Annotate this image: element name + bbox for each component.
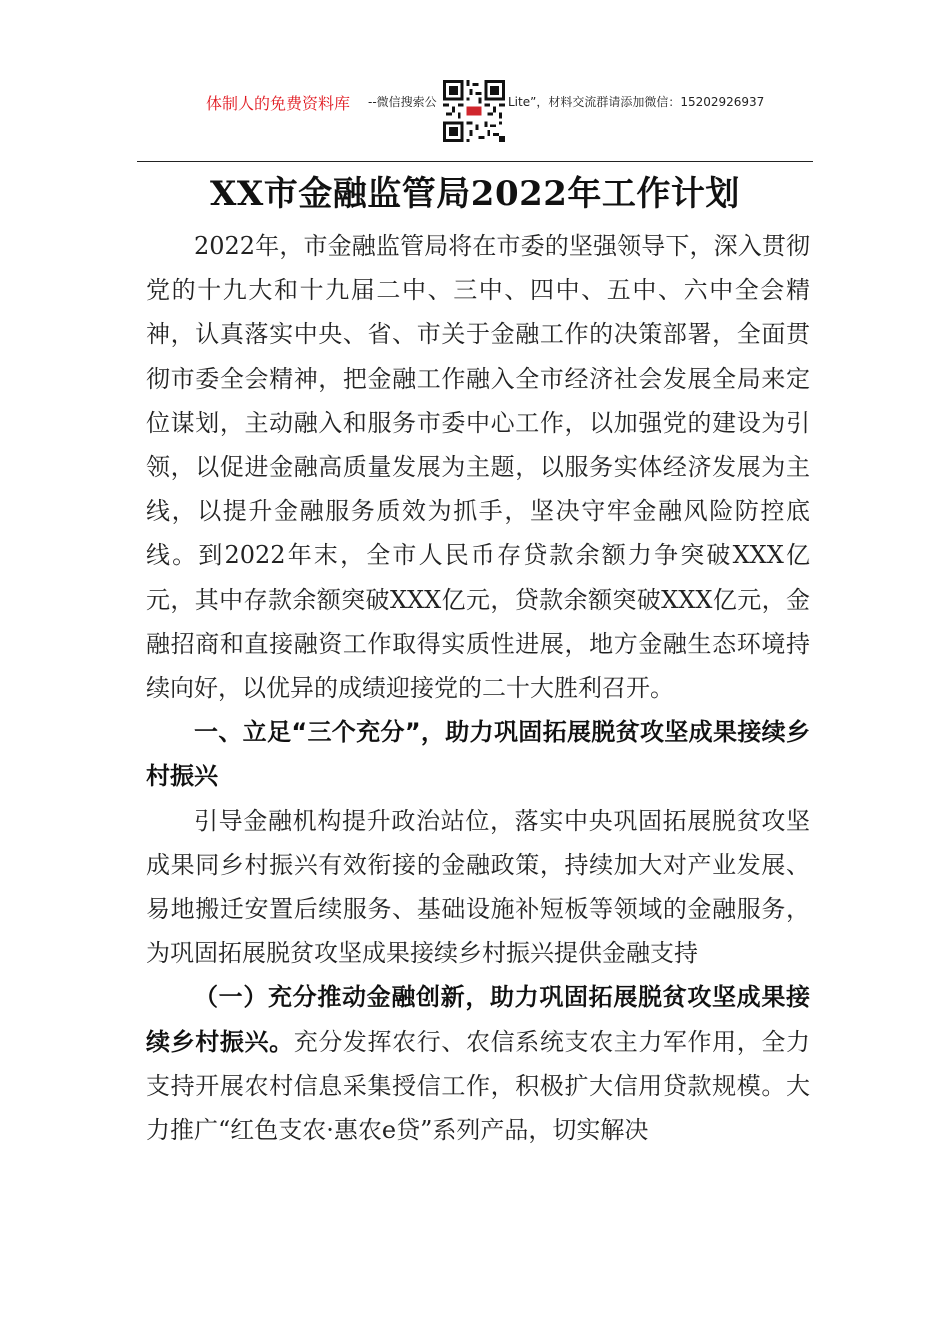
intro-paragraph: 2022年，市金融监管局将在市委的坚强领导下，深入贯彻党的十九大和十九届二中、三中、四中、五中、六中全会精神，认真落实中央、省、市关于金融工作的决策部署，全面贯彻市委全会精神，把金融工作融入全市经济社会发展全局来定位谋划，主动融入和服务市委中心工作，以加强党的建设为引领，以促进金融高质量发展为主题，以服务实体经济发展为主线，以提升金融服务质效为抓手，坚决守牢金融风险防控底线。到2022年末，全市人民币存贷款余额力争突破XXX亿元，其中存款余额突破XXX亿元，贷款余额突破XXX亿元，金融招商和直接融资工作取得实质性进展，地方金融生态环境持续向好，以优异的成绩迎接党的二十大胜利召开。 [146, 232, 810, 703]
document-title: XX市金融监管局2022年工作计划 [210, 174, 740, 214]
search-hint-text: --微信搜索公 [368, 95, 437, 109]
watermark-header [0, 78, 950, 124]
subsection-heading: （一）充分推动金融创新，助力巩固拓展脱贫攻坚成果接续乡村振兴。 [146, 983, 810, 1056]
subsection-paragraph [146, 975, 810, 1152]
subsection-text: 充分发挥农行、农信系统支农主力军作用，全力支持开展农村信息采集授信工作，积极扩大信用贷款规模。大力推广“红色支农·惠农e贷”系列产品，切实解决 [146, 1027, 811, 1145]
qr-code-icon [443, 80, 505, 142]
section-paragraph: 引导金融机构提升政治站位，落实中央巩固拓展脱贫攻坚成果同乡村振兴有效衔接的金融政策，持续加大对产业发展、易地搬迁安置后续服务、基础设施补短板等领域的金融服务，为巩固拓展脱贫攻坚成果接续乡村振兴提供金融支持 [146, 806, 810, 968]
document-body [146, 224, 810, 1152]
section-heading: 一、立足“三个充分”，助力巩固拓展脱贫攻坚成果接续乡村振兴 [146, 718, 810, 791]
header-divider [137, 161, 813, 162]
brand-text: 体制人的免费资料库 [206, 94, 351, 113]
contact-text: Lite”，材料交流群请添加微信：15202926937 [508, 95, 765, 109]
